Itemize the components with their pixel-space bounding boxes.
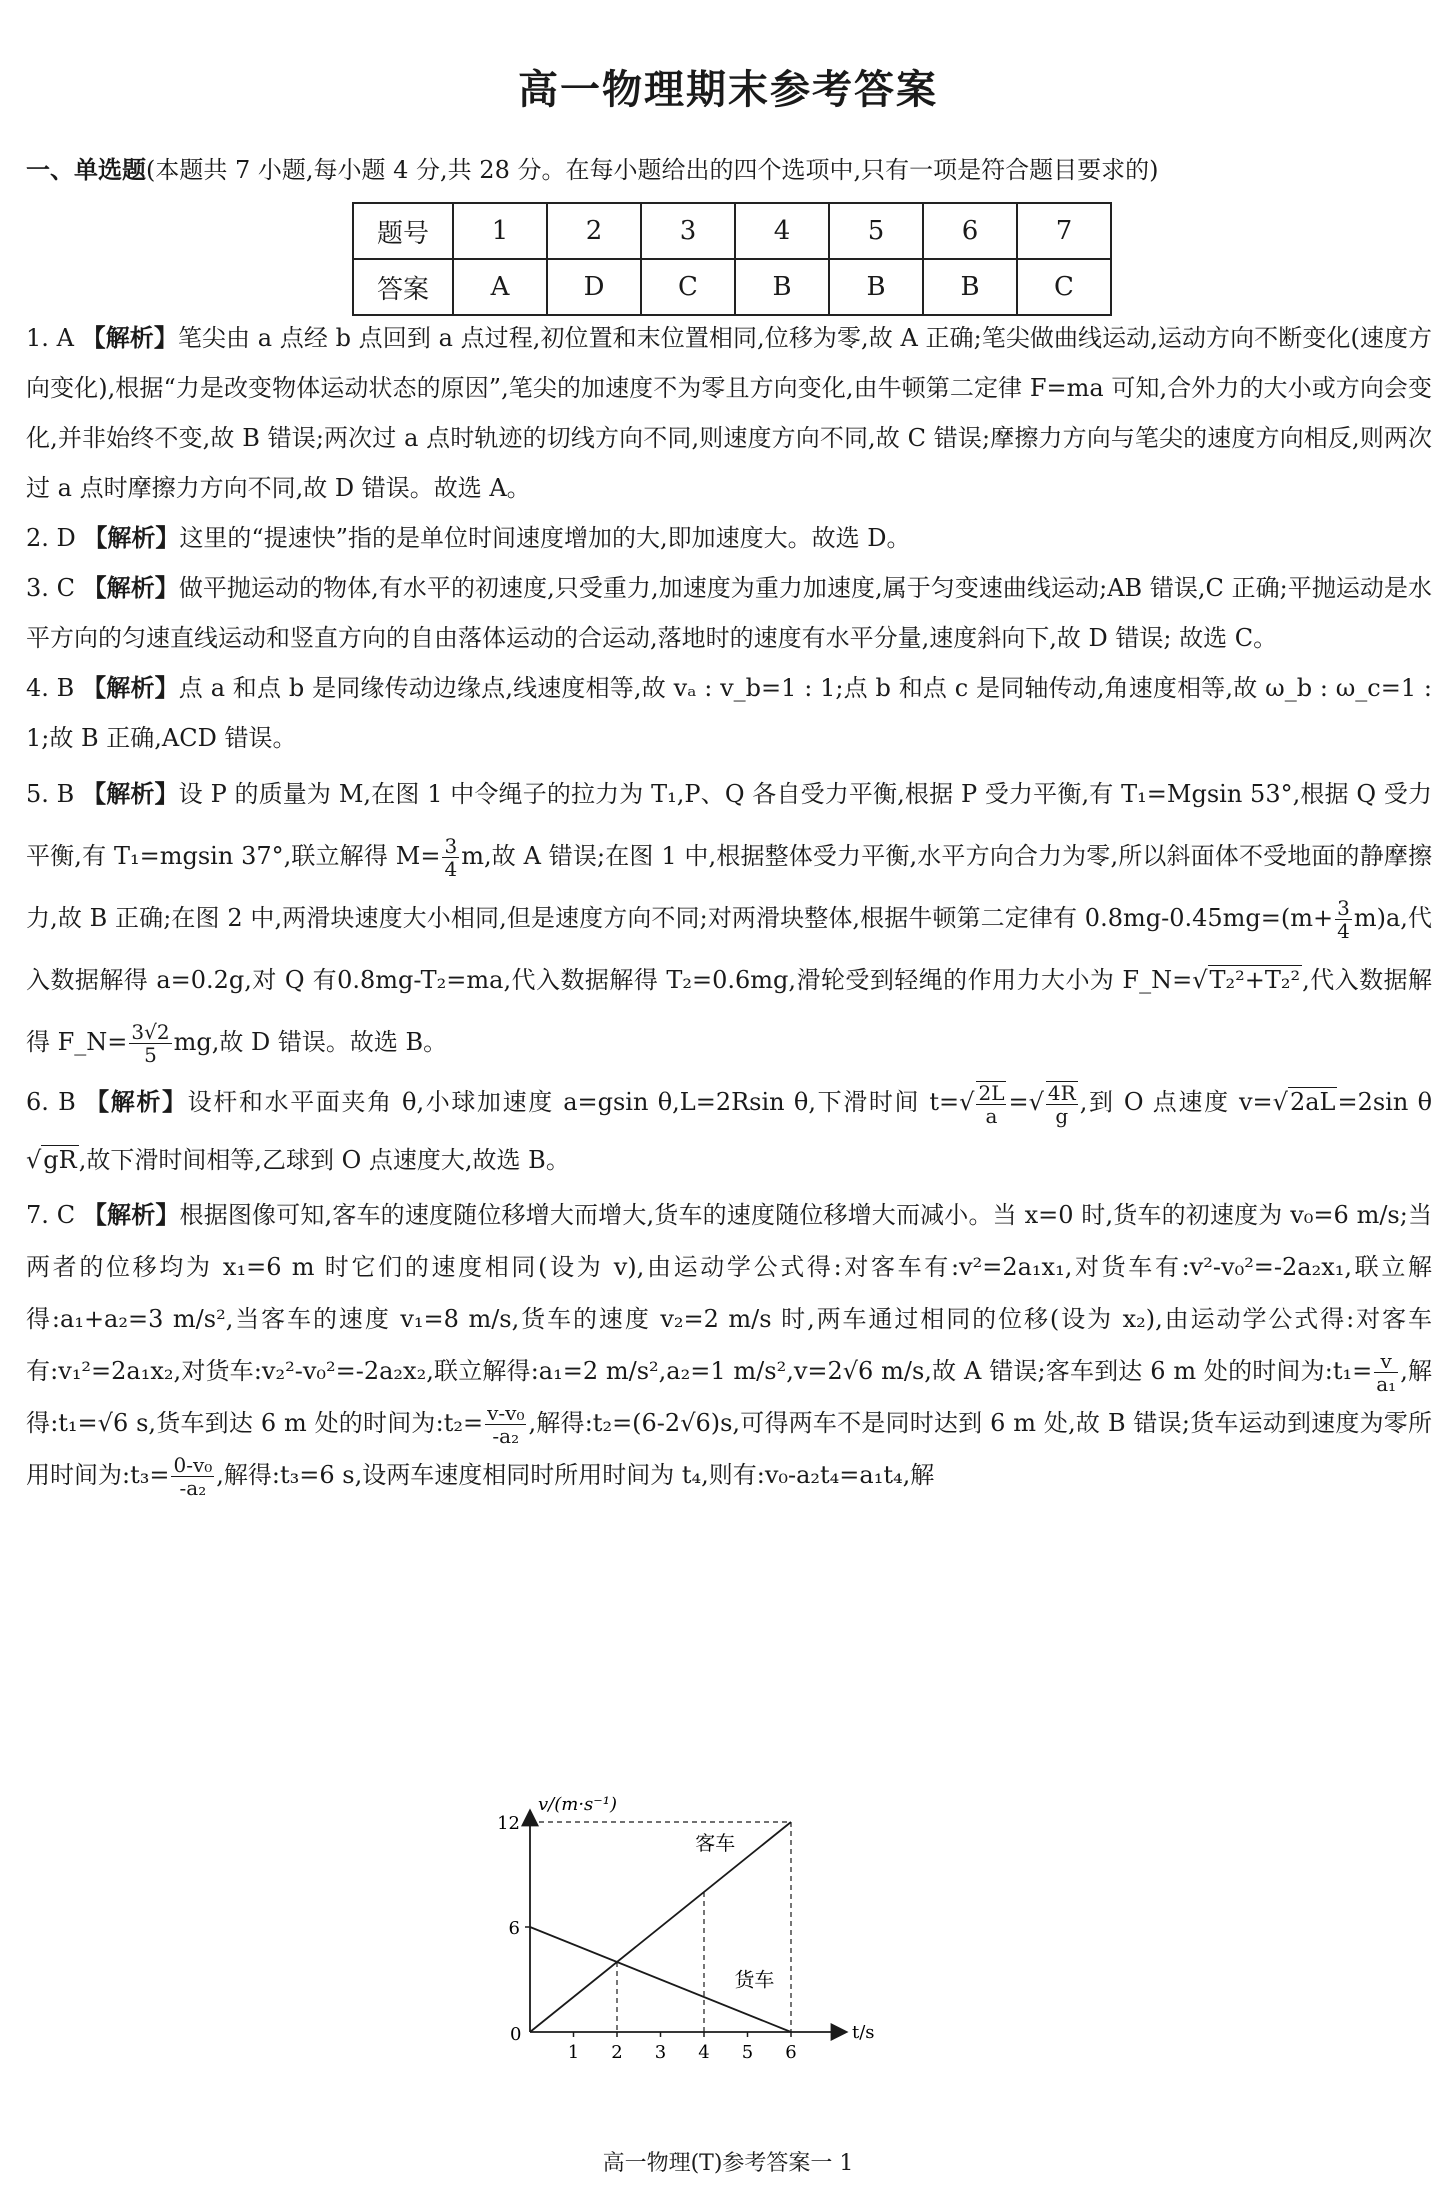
sqrt-expression: 2aL (1289, 1088, 1336, 1116)
analysis-tag: 【解析】 (82, 780, 179, 808)
question-number: 5. B (26, 780, 75, 808)
solution-text: = (1252, 1088, 1273, 1116)
fraction: $\frac{2L}{a}$ (978, 1080, 1005, 1128)
fraction: $\frac{\text{0-v₀}}{\text{-a₂}}$ (173, 1453, 213, 1500)
solution-text: Mgsin 53°,根据 Q 受力平衡,有 T₁=mgsin 37°,联立解得 M= (26, 780, 1432, 870)
series-label: 货车 (734, 1967, 775, 1992)
solution-text: 笔尖由 a 点经 b 点回到 a 点过程,初位置和末位置相同,位移为零,故 A 正确;笔尖做曲线运动,运动方向不断变化(速度方向变化),根据“力是改变物体运动状态的原因”,笔尖的加速度不为零且方向变化,由牛顿第二定律 F=ma 可知,合外力的大小或方向会变化,并非始终不变,故 B 错误;两次过 a 点时轨迹的切线方向不同,则速度方向不同,故 C 错误;摩擦力方向与笔尖的速度方向相反,则两次过 a 点时摩擦力方向不同,故 D 错误。故选 A。 (26, 324, 1433, 502)
solution-text: ,解得:t₂=(6-2√6)s,可得两车不是同时达到 6 m 处,故 B 错误;货车运动 (528, 1409, 1287, 1437)
solution-5: 5. B 【解析】设 P 的质量为 M,在图 1 中令绳子的拉力为 T₁,P、Q 各自受力平衡,根据 P 受力平衡,有 T₁=Mgsin 53°,根据 Q 受力平衡,有 T₁=mgsin 37°,联立解得 M= $\frac{3}{4}$ m,故 A 错误;在图 1 中,根据整体受力平衡,水平方向合力为零,所以斜面体不受地面的静摩擦力,故 B 正确;在图 2 中,两滑块速度大小相同,但是速度方向不同;对两滑块整体,根据牛顿第二定律有 0.8mg-0.45mg=(m+ $\frac{3}{4}$ m)a,代入数据解得 a=0.2g,对 Q 有0.8mg-T₂=ma,代入数据解得 T₂=0.6mg,滑轮受到轻绳的作用力大小为 F_N=√T₂²+T₂²,代入数据解得 F_N= $\frac{3√2}{5}$ mg,故 D 错误。故选 B。 (26, 780, 1433, 1067)
table-header-cell: 答案 (353, 259, 453, 315)
table-cell: 2 (547, 203, 641, 259)
solution-text: 做平抛运动的物体,有水平的初速度,只受重力,加速度为重力加速度,属于匀变速曲线运动;AB 错误,C 正确;平抛运动是水平方向的匀速直线运动和竖直方向的自由落体运动的合运动,落地时的速度有水平分量,速度斜向下,故 D 错误; 故选 C。 (26, 574, 1433, 652)
question-number: 1. A (26, 324, 74, 352)
fraction: $\frac{3}{4}$ (1337, 896, 1350, 943)
solution-text: mg,故 D 错误。故选 B。 (173, 1028, 448, 1056)
sqrt-expression: gR (43, 1146, 77, 1174)
solution-text: 车到达 6 m 处的时间为:t₂= (180, 1409, 484, 1437)
solution-text: ,代入数据解得 F_N (26, 966, 1433, 1056)
y-tick-label: 12 (497, 1813, 520, 1834)
x-tick-label: 4 (698, 2042, 710, 2063)
x-tick-label: 1 (567, 2042, 580, 2063)
analysis-tag: 【解析】 (82, 674, 179, 702)
fraction: $\frac{4R}{g}$ (1047, 1080, 1076, 1128)
page-title: 高一物理期末参考答案 (518, 67, 938, 113)
solution-text: 水平方向合力为零,所以斜面体不受地面的静摩擦力,故 B 正确;在图 2 中,两滑块速度大小相同,但是速度方 (26, 842, 1432, 932)
x-tick-label: 2 (611, 2042, 623, 2063)
solution-text: =2sin θ (1337, 1088, 1433, 1116)
solution-text: ,解得:t₁=√6 s,货 (26, 1357, 1432, 1437)
answer-table (352, 202, 1112, 316)
series-line (530, 1822, 791, 2032)
table-cell: B (829, 259, 923, 315)
table-cell: 1 (453, 203, 547, 259)
series-label: 客车 (695, 1831, 736, 1855)
analysis-tag: 【解析】 (85, 1088, 188, 1116)
solution-text: = (107, 1028, 128, 1056)
fraction: $\frac{3√2}{5}$ (131, 1020, 170, 1067)
fraction: $\frac{3}{4}$ (444, 834, 458, 881)
solution-7 (26, 1189, 1432, 1501)
section-heading (26, 152, 1436, 188)
solution-text: = (1008, 1088, 1029, 1116)
sqrt-expression: T₂²+T₂² (1209, 966, 1301, 994)
fraction: $\frac{\text{v-v₀}}{\text{-a₂}}$ (487, 1401, 525, 1448)
solution-text: 这里的“提速快”指的是单位时间速度增加的大,即加速度大。故选 D。 (179, 524, 911, 552)
table-cell: B (735, 259, 829, 315)
analysis-tag: 【解析】 (83, 524, 180, 552)
table-cell: 3 (641, 203, 735, 259)
x-axis-label: t/s (852, 2022, 875, 2043)
origin-label: 0 (510, 2024, 522, 2045)
analysis-tag: 【解析】 (82, 1201, 180, 1229)
solution-3 (26, 563, 1432, 663)
solutions (26, 313, 1432, 1501)
solution-4 (26, 663, 1432, 763)
x-tick-label: 3 (654, 2042, 667, 2063)
x-tick-label: 6 (785, 2042, 797, 2063)
solution-text: ,到 O 点速度 v (1079, 1088, 1253, 1116)
table-cell: D (547, 259, 641, 315)
solution-text: 0.8mg-T₂=ma,代入数据解得 T₂=0.6mg,滑轮受到轻绳的作用力大小为 F_N= (337, 966, 1193, 994)
table-cell: C (641, 259, 735, 315)
analysis-tag: 【解析】 (81, 324, 178, 352)
solution-text: 点 a 和点 b 是同缘传动边缘点,线速度相等,故 vₐ : v_b=1 : 1;点 b 和点 c 是同轴传动,角速度相等,故 ω_b : ω_c=1 : 1;故 B 正确,ACD 错误。 (26, 674, 1432, 752)
solution-text: 设杆和水平面夹角 θ,小球加速度 a=gsin θ,L=2Rsin θ,下滑时间 t= (187, 1088, 960, 1116)
question-number: 2. D (26, 524, 76, 552)
section-title: 一、单选题 (26, 156, 146, 184)
table-cell: A (453, 259, 547, 315)
chart-marks (497, 1813, 797, 2063)
solution-text: m,故 A 错误;在图 1 中,根据整体受力平衡, (461, 842, 918, 870)
question-number: 7. C (26, 1201, 76, 1229)
section-note: (本题共 7 小题,每小题 4 分,共 28 分。在每小题给出的四个选项中,只有一项是符合题目要求的) (146, 156, 1159, 184)
table-cell: 6 (923, 203, 1017, 259)
table-row-numbers (353, 203, 1111, 259)
solution-6: 6. B 【解析】设杆和水平面夹角 θ,小球加速度 a=gsin θ,L=2Rsin θ,下滑时间 t=√ $\frac{2L}{a}$ =√ $\frac{4R}{g}$ ,到 O 点速度 v=√2aL=2sin θ √gR,故下滑时间相等,乙球到 O 点速度大,故选 B。 (26, 1080, 1433, 1174)
table-cell: C (1017, 259, 1111, 315)
solution-text: 向不同;对两滑块整体,根据牛顿第二定律有 0.8mg-0.45mg=(m+ (627, 904, 1334, 932)
question-number: 6. B (26, 1088, 76, 1116)
table-header-cell: 题号 (353, 203, 453, 259)
solution-text: 根据图像可知,客车的速度随位移增大而增大,货车的速度随位移增大而减小。当 x=0 时,货车的初速度为 v₀=6 m/s;当两者的位移均为 x₁=6 m 时它们的速度相同(设为 v),由运动学公式得:对客车有:v²=2a₁x₁,对货车有:v²-v₀²=-2a₂x₁,联立解得:a₁+a₂=3 m/s²,当客车的速度 v₁=8 m/s,货车的速度 v₂=2 m/s 时,两车通过相同的位移(设为 x₂),由运动学公式得:对客车有:v₁²=2a₁x₂,对货车:v₂²-v₀²=-2a₂x₂,联 (26, 1201, 1432, 1385)
question-number: 4. B (26, 674, 75, 702)
table-row-answers (353, 259, 1111, 315)
solution-text: ,解得:t₃=6 s,设两车速度相同时所用时间为 t₄,则有:v₀-a₂t₄=a₁t₄,解 (216, 1461, 935, 1489)
x-tick-label: 5 (741, 2042, 754, 2063)
solution-text: m)a,代入数据解得 a=0.2g,对 Q 有 (26, 904, 1432, 994)
solution-text: 设 P 的质量为 M,在图 1 中令绳子的拉力为 T₁,P、Q 各自受力平衡,根据 P 受力平衡,有 T₁= (178, 780, 1167, 808)
y-axis-label: v/(m·s⁻¹) (538, 1794, 618, 1815)
fraction: $\frac{v}{\text{a₁}}$ (1376, 1349, 1397, 1396)
table-cell: B (923, 259, 1017, 315)
y-tick-label: 6 (508, 1918, 520, 1939)
page-footer: 高一物理(T)参考答案一 1 (602, 2151, 854, 2176)
analysis-tag: 【解析】 (82, 574, 179, 602)
solution-1 (26, 313, 1432, 513)
question-number: 3. C (26, 574, 75, 602)
table-cell: 7 (1017, 203, 1111, 259)
table-cell: 4 (735, 203, 829, 259)
solution-text: 立解得:a₁=2 m/s²,a₂=1 m/s²,v=2√6 m/s,故 A 错误;客车到达 6 m 处的时间为:t₁= (458, 1357, 1373, 1385)
solution-text: ,故下滑时间相等,乙球到 O 点速度大,故选 B。 (78, 1146, 570, 1174)
velocity-time-chart (480, 1790, 1000, 2070)
solution-2 (26, 513, 1432, 563)
table-cell: 5 (829, 203, 923, 259)
solution-text: 到速度为零所用时间为:t₃= (26, 1409, 1433, 1489)
